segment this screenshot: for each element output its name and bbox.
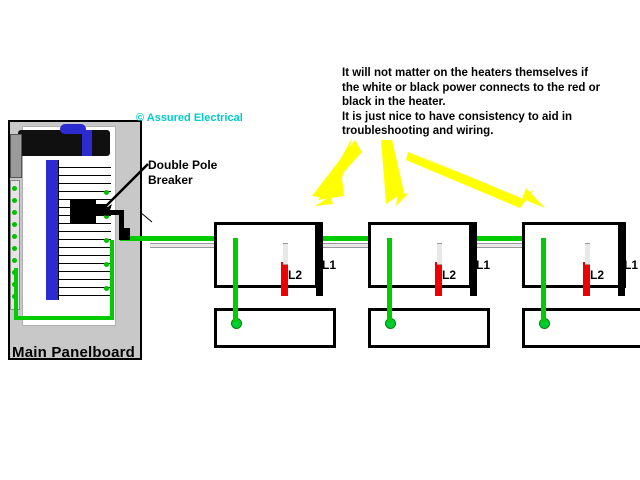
note-line-4: It is just nice to have consistency to aid in <box>342 110 573 123</box>
heater-1-l1-label: L1 <box>322 258 337 272</box>
arrow-middle <box>383 140 408 206</box>
heater-box-3-fill <box>525 225 623 285</box>
double-pole-breaker-callout <box>148 158 217 188</box>
heater-1-l2-lug <box>281 262 288 296</box>
heater-3-neutral-drop <box>585 243 590 265</box>
copyright-notice: © Assured Electrical <box>136 112 243 124</box>
callout-line-2: Breaker <box>148 173 193 187</box>
note-line-2: the white or black power connects to the red or <box>342 81 601 94</box>
heater-body-3 <box>522 308 640 348</box>
heater-2-neutral-drop <box>437 243 442 265</box>
panel-ground-run <box>14 316 114 320</box>
arrow-right <box>406 152 540 208</box>
double-pole-breaker <box>70 200 96 224</box>
panel-ground-riser <box>14 268 18 320</box>
cable-entry-left <box>10 134 22 178</box>
note-line-5: troubleshooting and wiring. <box>342 125 494 137</box>
heater-3-ground-drop <box>541 238 546 322</box>
main-feeder-blue <box>82 130 92 156</box>
heater-2-ground-drop <box>387 238 392 322</box>
heater-3-l2-lug <box>583 262 590 296</box>
heater-2-l1-label: L1 <box>476 258 491 272</box>
heater-1-l2-label: L2 <box>288 268 303 282</box>
heater-3-l2-label: L2 <box>590 268 605 282</box>
panel-ground-up <box>110 240 114 320</box>
heater-1-neutral-drop <box>283 243 288 265</box>
heater-3-l1-label: L1 <box>624 258 639 272</box>
note-line-1: It will not matter on the heaters themselves if <box>342 67 589 79</box>
hot-run-stub <box>120 228 130 240</box>
breaker-stack <box>58 160 111 300</box>
panel-title: Main Panelboard <box>12 344 136 361</box>
note-text <box>342 66 632 139</box>
arrow-left <box>312 140 362 206</box>
heater-2-l2-label: L2 <box>442 268 457 282</box>
callout-line-1: Double Pole <box>148 158 218 172</box>
bus-bar <box>46 160 58 300</box>
heater-2-l2-lug <box>435 262 442 296</box>
heater-1-ground-drop <box>233 238 238 322</box>
note-line-3: black in the heater. <box>342 96 446 108</box>
